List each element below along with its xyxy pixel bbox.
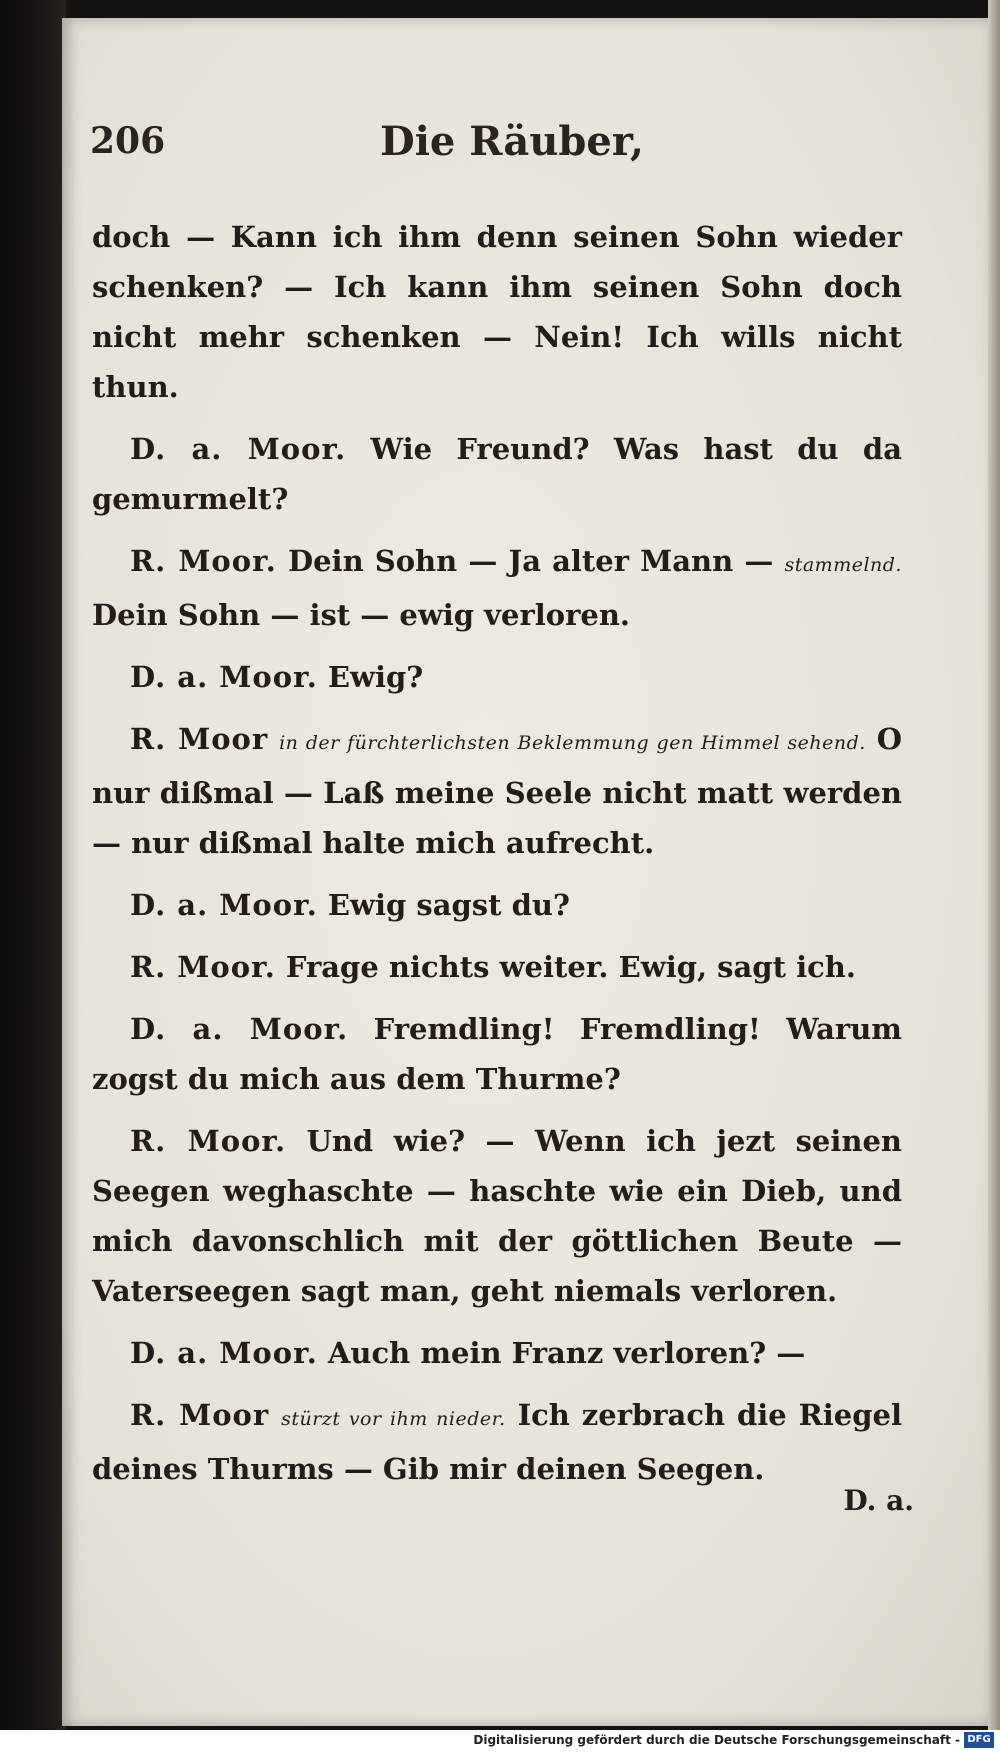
speaker-name: R. Moor. [130, 544, 277, 578]
speaker-name: D. a. Moor. [130, 660, 318, 694]
paragraph-text: O nur dißmal — Laß meine Seele nicht matt werden — nur dißmal halte mich aufrecht. [92, 722, 902, 860]
paragraph-text: Ewig? [327, 660, 424, 694]
speaker-name: D. a. Moor. [130, 1012, 349, 1046]
paragraph-text: doch — Kann ich ihm denn seinen Sohn wieder schenken? — Ich kann ihm seinen Sohn doch nicht mehr schenken — Nein! Ich wills nicht thun. [92, 220, 902, 404]
page-body [92, 212, 902, 1506]
paragraph-text: Und wie? — Wenn ich jezt seinen Seegen weghaschte — haschte wie ein Dieb, und mich davonschlich mit der göttlichen Beute — Vaterseegen sagt man, geht niemals verloren. [92, 1124, 902, 1308]
paragraph-text: Wie Freund? Was hast du da gemurmelt? [92, 432, 902, 516]
funding-credit: Digitalisierung gefördert durch die Deutsche Forschungsgemeinschaft - [473, 1733, 960, 1747]
page-number: 206 [90, 120, 166, 162]
paragraph-text: Frage nichts weiter. Ewig, sagt ich. [285, 950, 856, 984]
paragraph-text: Dein Sohn — ist — ewig verloren. [92, 598, 631, 632]
paragraph [92, 1116, 902, 1316]
paragraph [92, 1328, 902, 1378]
catchword: D. a. [843, 1484, 914, 1517]
paragraph-text: Ewig sagst du? [327, 888, 570, 922]
page-edge [988, 0, 1000, 1752]
stage-direction: in der fürchterlichsten Beklemmung gen Himmel sehend. [279, 732, 866, 754]
running-title: Die Räuber, [380, 118, 644, 165]
speaker-name: D. a. Moor. [130, 432, 347, 466]
speaker-name: R. Moor [130, 1398, 270, 1432]
paragraph [92, 424, 902, 524]
speaker-name: R. Moor [130, 722, 269, 756]
paragraph [92, 942, 902, 992]
paragraph-text: Dein Sohn — Ja alter Mann — [287, 544, 774, 578]
footer-bar [0, 1730, 1000, 1752]
speaker-name: D. a. Moor. [130, 888, 318, 922]
speaker-name: R. Moor. [130, 950, 276, 984]
speaker-name: R. Moor. [130, 1124, 287, 1158]
paragraph-text: Fremdling! Fremdling! Warum zogst du mich aus dem Thurme? [92, 1012, 902, 1096]
paragraph [92, 714, 902, 868]
page-header [90, 112, 910, 172]
paragraph [92, 1390, 902, 1494]
stage-direction: stürzt vor ihm nieder. [281, 1408, 506, 1430]
paragraph-text: Ich zerbrach die Riegel deines Thurms — Gib mir deinen Seegen. [92, 1398, 902, 1486]
paragraph [92, 536, 902, 640]
stage-direction: stammelnd. [784, 554, 902, 576]
paragraph [92, 652, 902, 702]
paragraph [92, 880, 902, 930]
paragraph [92, 212, 902, 412]
book-spine [0, 0, 66, 1752]
dfg-logo: DFG [964, 1732, 994, 1748]
paragraph [92, 1004, 902, 1104]
speaker-name: D. a. Moor. [130, 1336, 318, 1370]
paragraph-text: Auch mein Franz verloren? — [327, 1336, 806, 1370]
